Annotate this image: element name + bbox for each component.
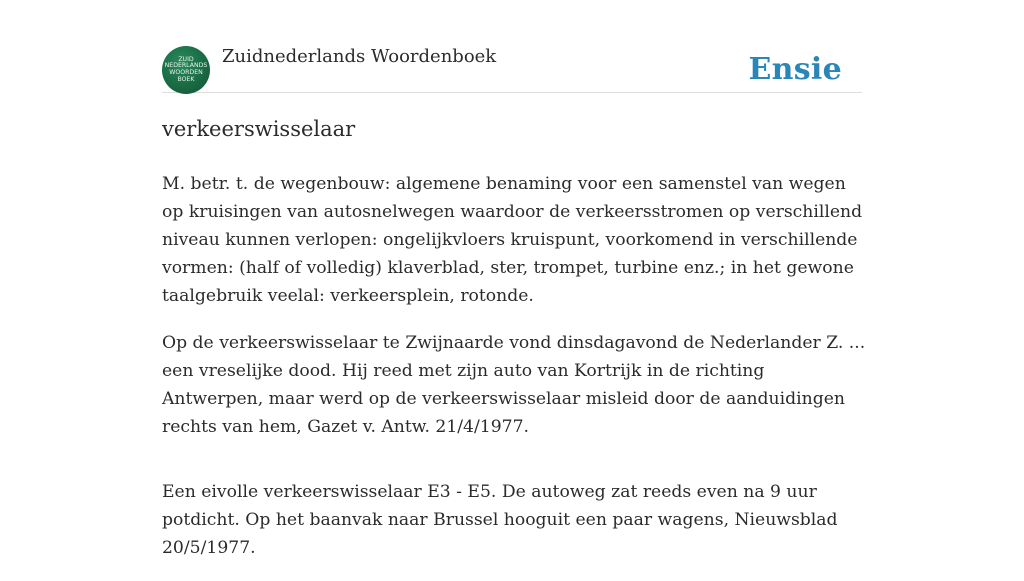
logo-line-2: NEDERLANDS (164, 62, 208, 70)
ensie-brand-link[interactable]: Ensie (748, 52, 842, 87)
site-header (162, 44, 862, 93)
entry-content (162, 170, 867, 581)
entry-definition: M. betr. t. de wegenbouw: algemene benaming voor een samenstel van wegen op kruisingen van autosnelwegen waardoor de verkeersstromen op verschillend niveau kunnen verlopen: ongelijkvloers kruispunt, voorkomend in verschillende vormen: (half of volledig) klaverblad, ster, trompet, turbine enz.; in het gewone taalgebruik veelal: verkeersplein, rotonde. (162, 174, 863, 306)
logo-line-3: WOORDEN (169, 69, 203, 76)
logo-line-4: BOEK (177, 75, 195, 83)
dictionary-logo[interactable] (162, 46, 210, 94)
entry-title: verkeerswisselaar (162, 117, 356, 141)
logo-line-1: ZUID (178, 55, 194, 63)
entry-example-2: Een eivolle verkeerswisselaar E3 - E5. De autoweg zat reeds even na 9 uur potdicht. Op het baanvak naar Brussel hooguit een paar wagens, Nieuwsblad 20/5/1977. (162, 482, 838, 558)
entry-example-1: Op de verkeerswisselaar te Zwijnaarde vond dinsdagavond de Nederlander Z. ... een vreselijke dood. Hij reed met zijn auto van Kortrijk in de richting Antwerpen, maar werd op de verkeerswisselaar misleid door de aanduidingen rechts van hem, Gazet v. Antw. 21/4/1977. (162, 333, 866, 437)
source-title[interactable]: Zuidnederlands Woordenboek (222, 46, 497, 67)
